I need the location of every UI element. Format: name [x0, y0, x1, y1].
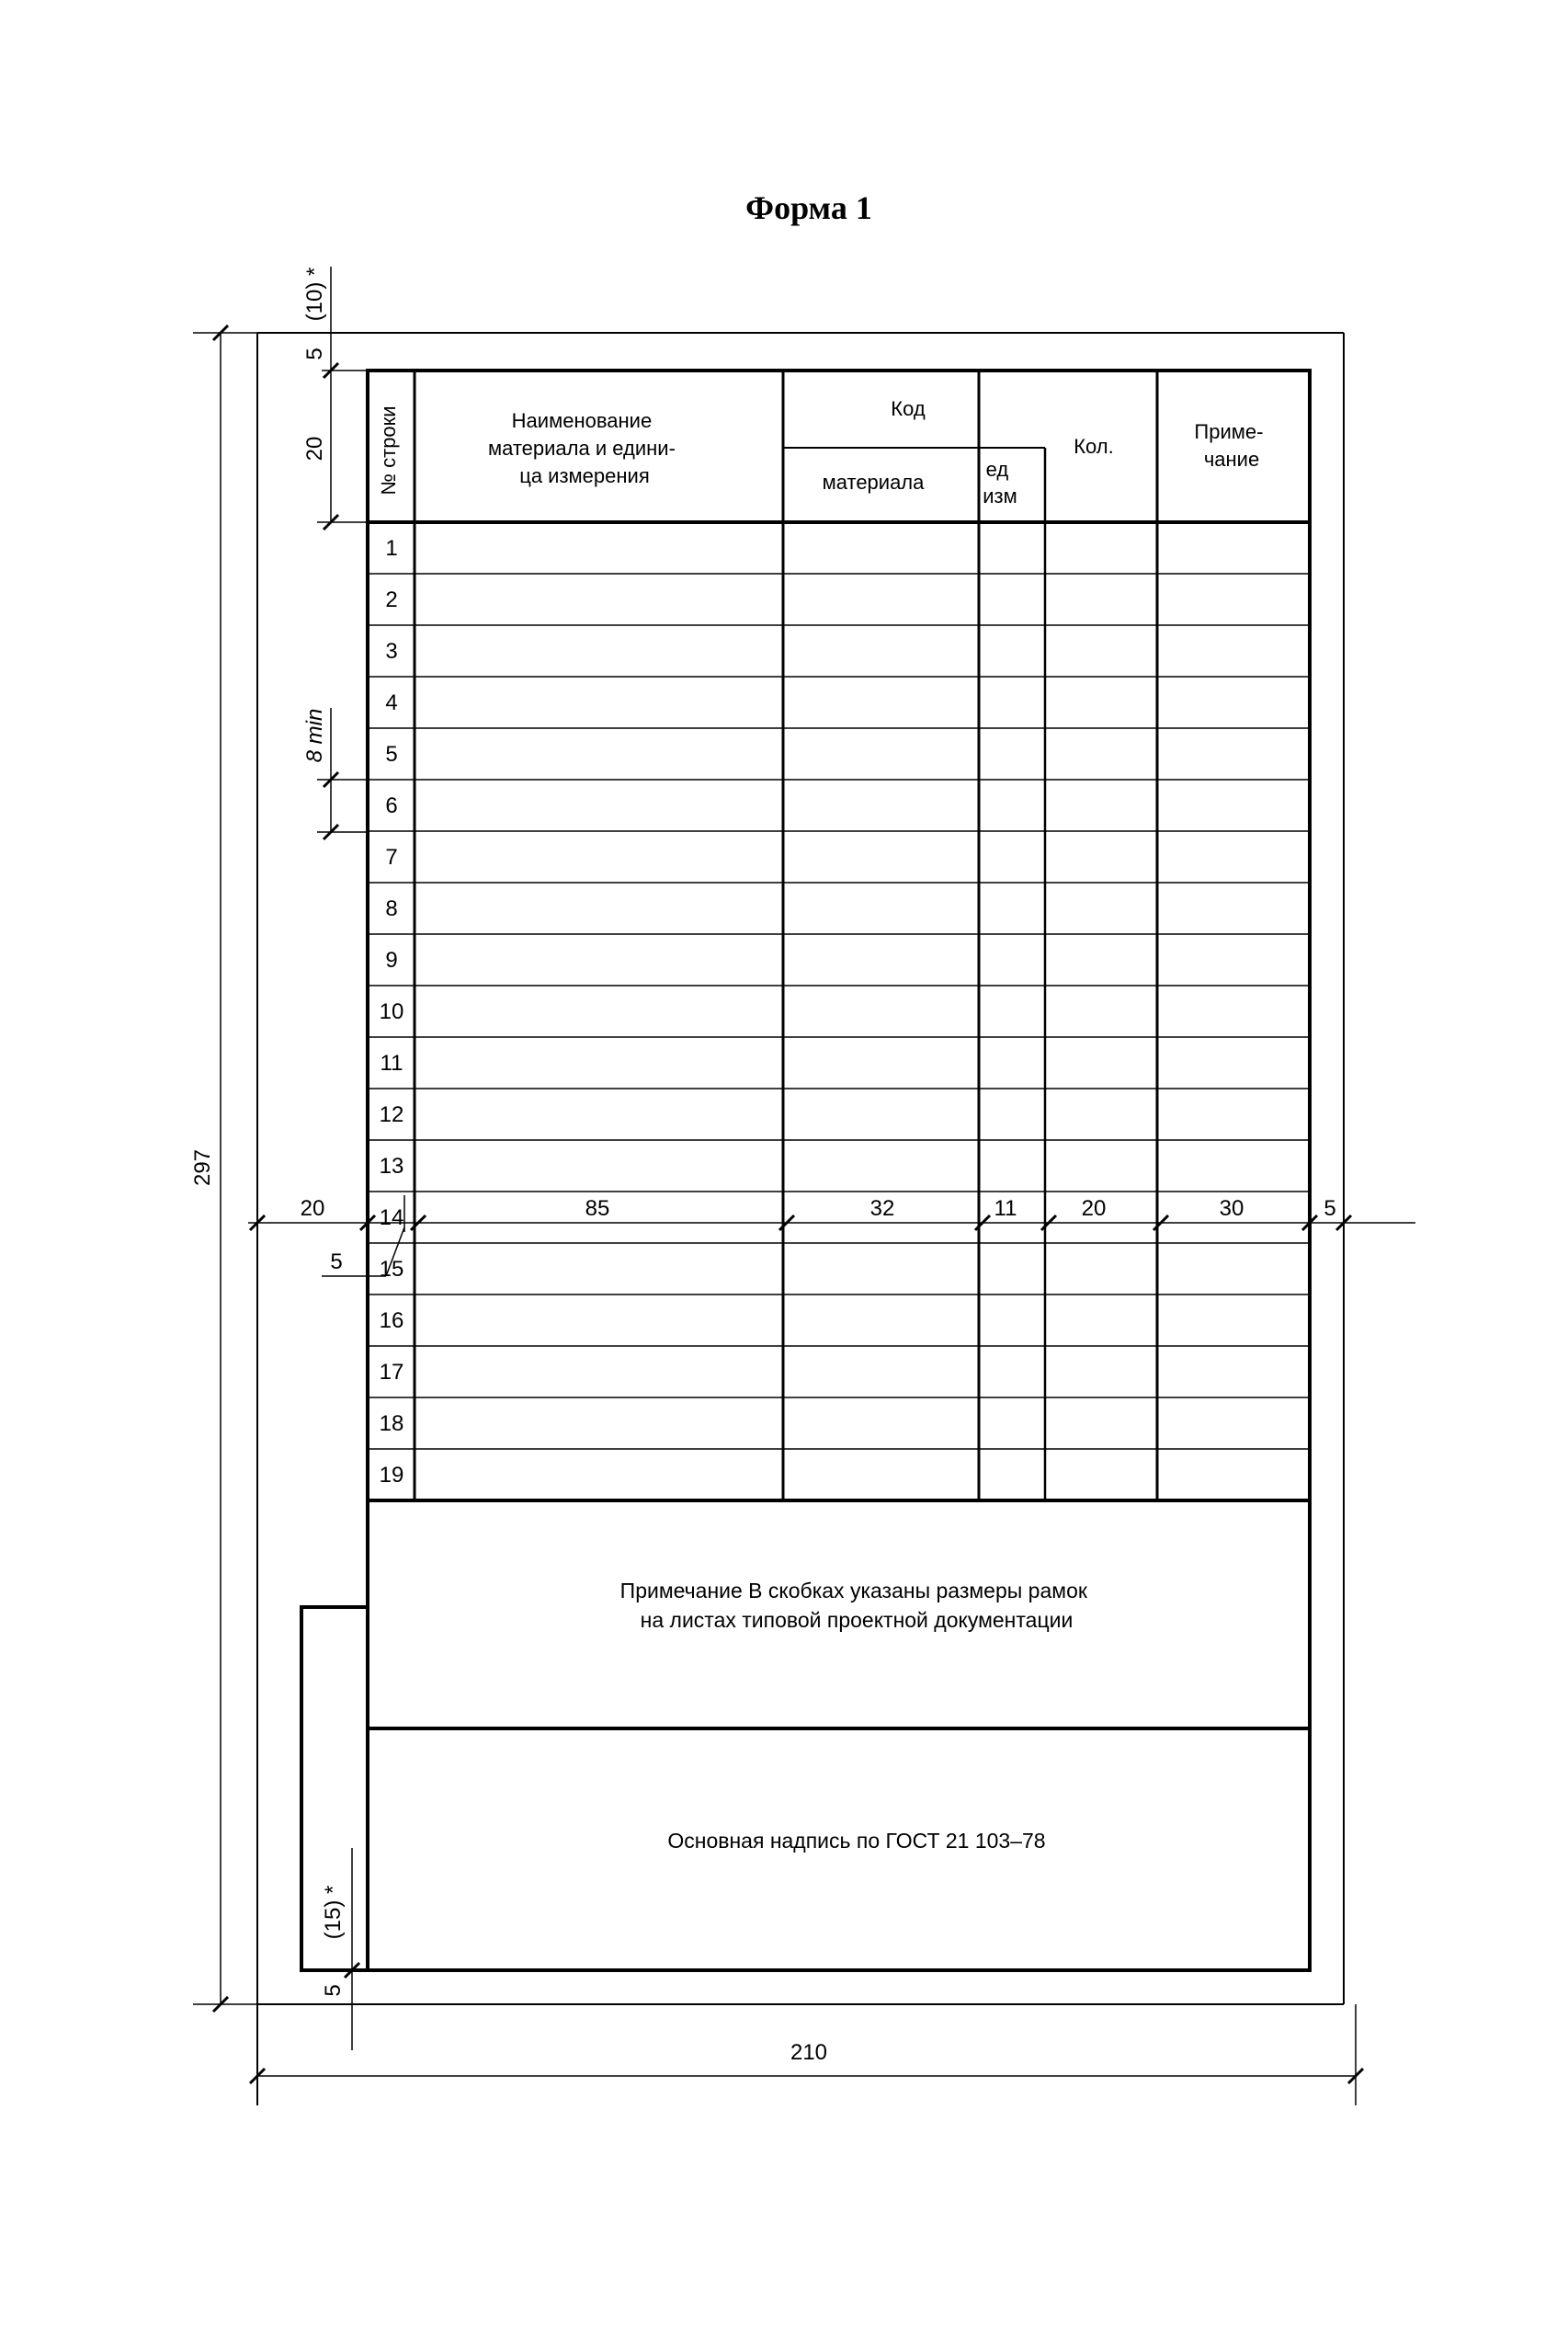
dim-left-margin: 20	[300, 1196, 325, 1221]
dim-col-code-material: 32	[869, 1196, 895, 1221]
note-text: Примечание В скобках указаны размеры рамок на листах типовой проектной документации	[619, 1579, 1087, 1632]
header-code-unit: ед изм	[983, 458, 1017, 508]
dim-header-height: 20	[302, 436, 327, 462]
row-number: 19	[379, 1463, 404, 1488]
header-code-material: материала	[822, 471, 925, 494]
row-number: 5	[385, 742, 398, 767]
dim-col-note: 30	[1219, 1196, 1244, 1221]
row-number: 14	[379, 1205, 404, 1230]
row-number: 15	[379, 1257, 404, 1282]
row-number: 18	[379, 1411, 404, 1436]
dim-left-five: 5	[330, 1249, 343, 1274]
table-header	[377, 397, 1269, 508]
dim-row-height: 8 min	[302, 708, 327, 763]
row-number: 3	[385, 639, 398, 664]
row-number: 11	[380, 1051, 403, 1076]
title-block-text: Основная надпись по ГОСТ 21 103–78	[667, 1829, 1046, 1853]
row-number: 7	[385, 845, 398, 870]
row-number: 4	[385, 690, 398, 715]
header-row-number: № строки	[377, 405, 400, 496]
table-grid	[368, 371, 1310, 1728]
row-number: 13	[379, 1154, 404, 1179]
row-number: 10	[379, 999, 404, 1024]
dim-page-height: 297	[190, 1148, 215, 1187]
dim-col-qty: 20	[1081, 1196, 1107, 1221]
note-block	[620, 1579, 1094, 1632]
row-number: 8	[385, 896, 398, 921]
header-material-name: Наименование материала и едини- ца измерения	[487, 409, 676, 487]
dim-top-margin: 5	[302, 348, 327, 360]
dim-bottom-offset: (15) *	[321, 1885, 346, 1940]
header-quantity: Кол.	[1074, 435, 1114, 458]
header-note: Приме- чание	[1194, 420, 1264, 471]
dim-col-name: 85	[585, 1196, 610, 1221]
row-number: 12	[379, 1102, 404, 1127]
dim-page-width: 210	[790, 2040, 828, 2065]
row-number: 17	[379, 1360, 404, 1385]
row-number: 2	[385, 587, 398, 612]
row-number: 1	[385, 536, 398, 561]
form-title: Форма 1	[745, 189, 872, 226]
dim-col-code-unit: 11	[994, 1196, 1017, 1221]
row-numbers	[380, 536, 404, 1488]
dim-right-margin: 5	[1324, 1196, 1336, 1221]
row-number: 9	[385, 948, 398, 973]
dim-bottom-margin: 5	[321, 1984, 346, 1997]
header-code: Код	[891, 397, 926, 420]
dimension-labels	[190, 268, 1336, 2065]
dim-top-offset: (10) *	[302, 267, 327, 322]
row-number: 16	[379, 1308, 404, 1333]
row-number: 6	[385, 793, 398, 818]
